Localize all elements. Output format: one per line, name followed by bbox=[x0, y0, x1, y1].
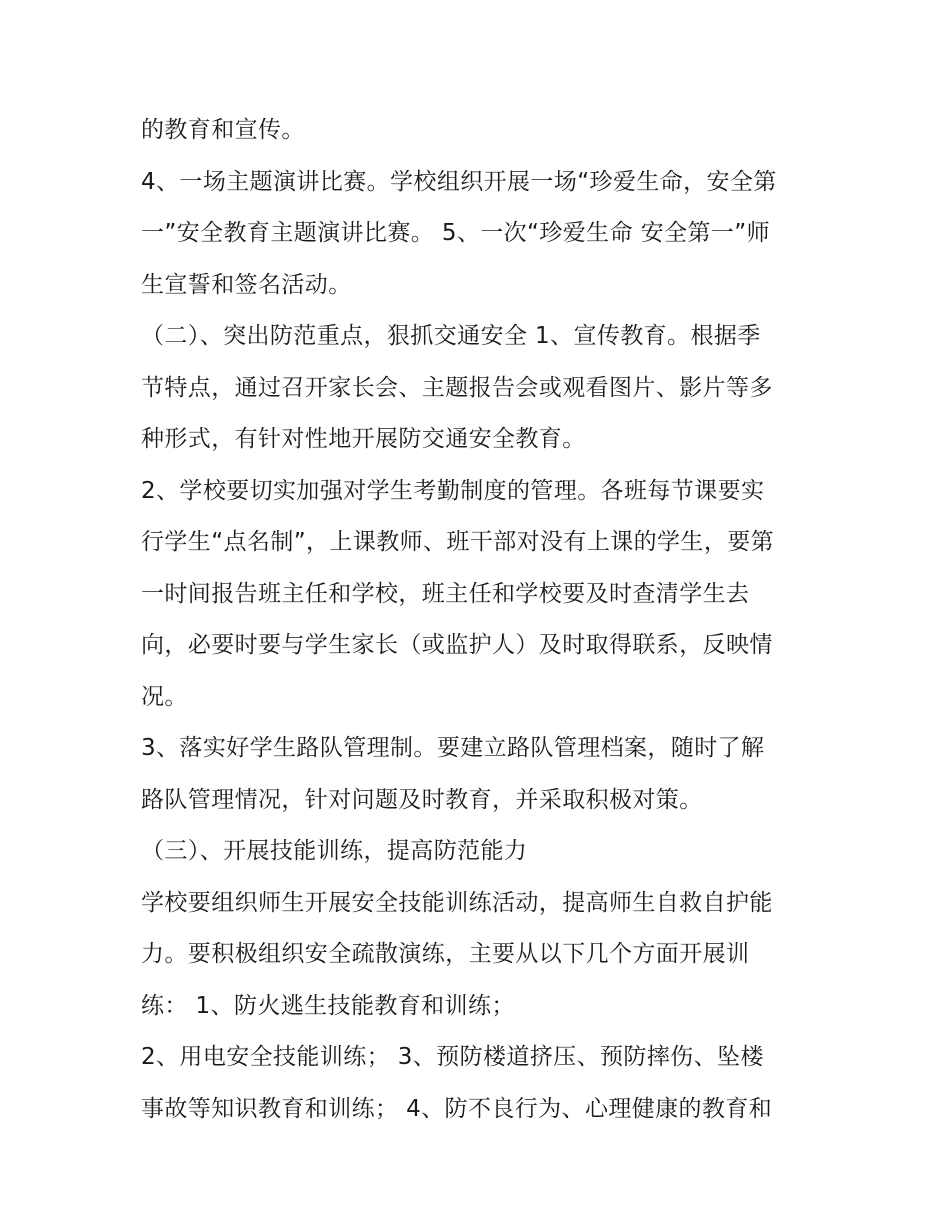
text-line: 2、用电安全技能训练； 3、预防楼道挤压、预防摔伤、坠楼 bbox=[141, 1044, 764, 1070]
text-line: 练： 1、防火逃生技能教育和训练； bbox=[141, 992, 515, 1019]
text-line: 向，必要时要与学生家长（或监护人）及时取得联系，反映情 bbox=[141, 632, 773, 658]
text-line: 4、一场主题演讲比赛。学校组织开展一场“珍爱生命，安全第 bbox=[141, 168, 777, 195]
text-line: 节特点，通过召开家长会、主题报告会或观看图片、影片等多 bbox=[141, 374, 773, 401]
text-line: 种形式，有针对性地开展防交通安全教育。 bbox=[141, 426, 586, 452]
text-line: （二）、突出防范重点，狠抓交通安全 1、宣传教育。根据季 bbox=[141, 323, 761, 349]
text-line: 力。要积极组织安全疏散演练，主要从以下几个方面开展训 bbox=[141, 941, 750, 967]
text-line: 3、落实好学生路队管理制。要建立路队管理档案，随时了解 bbox=[141, 735, 765, 761]
text-line: 的教育和宣传。 bbox=[141, 117, 305, 143]
document-body bbox=[141, 105, 816, 1135]
text-line: 生宣誓和签名活动。 bbox=[141, 271, 352, 298]
text-line: 一”安全教育主题演讲比赛。 5、一次“珍爱生命 安全第一”师 bbox=[141, 220, 771, 246]
text-line: 况。 bbox=[141, 683, 188, 710]
text-line: （三）、开展技能训练，提高防范能力 bbox=[141, 838, 528, 864]
text-line: 路队管理情况，针对问题及时教育，并采取积极对策。 bbox=[141, 786, 703, 813]
text-line: 事故等知识教育和训练； 4、防不良行为、心理健康的教育和 bbox=[141, 1095, 773, 1122]
text-line: 行学生“点名制”，上课教师、班干部对没有上课的学生，要第 bbox=[141, 529, 775, 555]
text-line: 一时间报告班主任和学校，班主任和学校要及时查清学生去 bbox=[141, 580, 750, 607]
text-line: 学校要组织师生开展安全技能训练活动，提高师生自救自护能 bbox=[141, 889, 773, 916]
text-line: 2、学校要切实加强对学生考勤制度的管理。各班每节课要实 bbox=[141, 477, 765, 504]
